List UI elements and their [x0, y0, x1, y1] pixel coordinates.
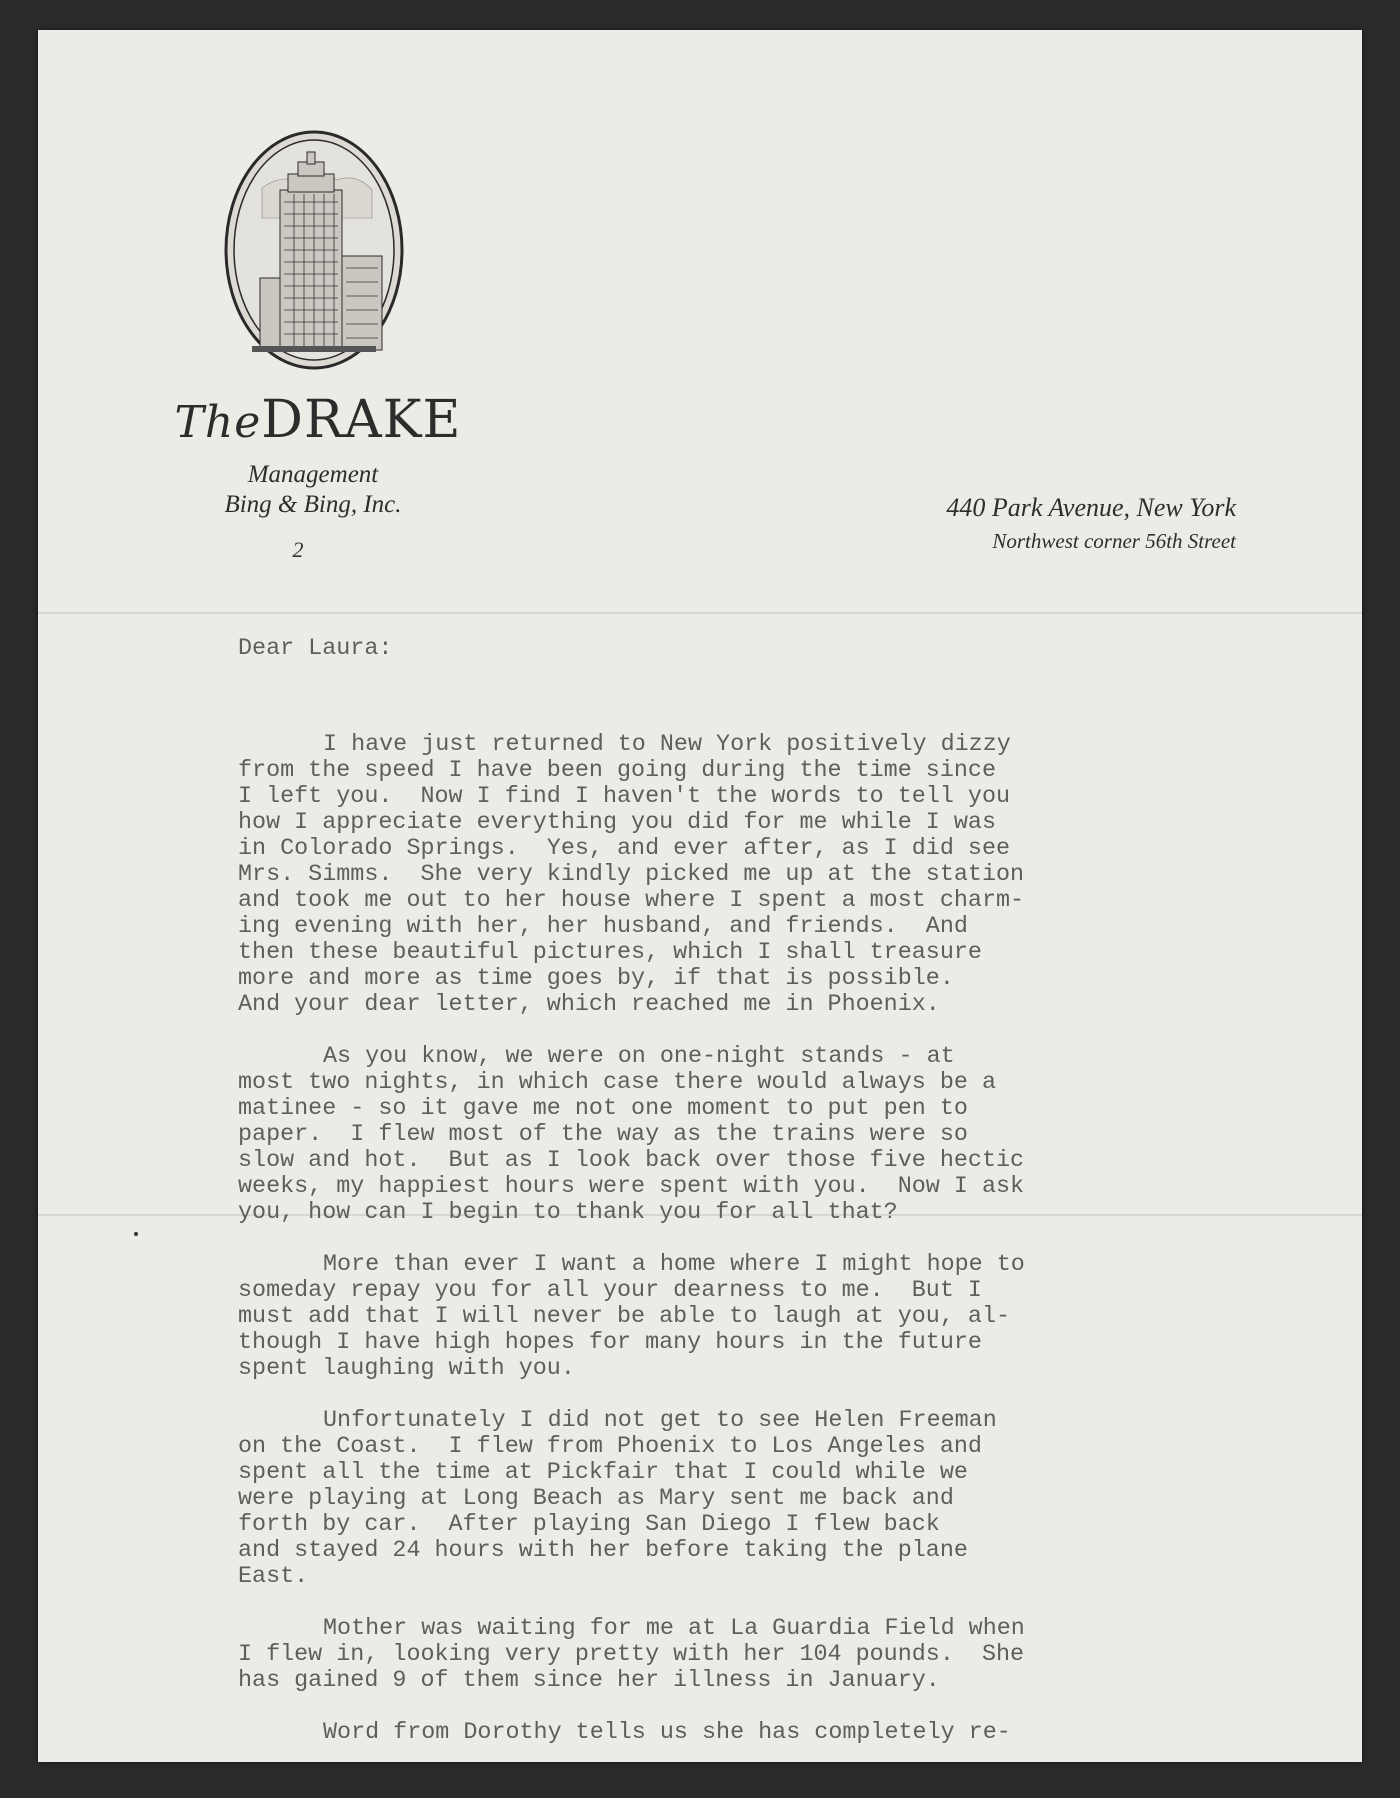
management-label: Management — [247, 461, 379, 488]
letter-line: More than ever I want a home where I might hope to — [323, 1252, 1025, 1278]
letter-line: how I appreciate everything you did for me while I was — [238, 810, 996, 836]
letter-line: weeks, my happiest hours were spent with you. Now I ask — [238, 1174, 1025, 1200]
ink-speck — [134, 1232, 138, 1236]
letter-paragraph — [238, 1252, 1025, 1382]
letter-paragraph — [238, 1408, 1025, 1590]
letter-line: and took me out to her house where I spent a most charm- — [238, 888, 1025, 914]
address-line-2: Northwest corner 56th Street — [992, 529, 1236, 553]
letter-line: I left you. Now I find I haven't the words to tell you — [238, 784, 1011, 810]
letter-greeting: Dear Laura: — [238, 636, 393, 662]
letter-line: Mrs. Simms. She very kindly picked me up at the station — [238, 862, 1025, 888]
letter-line: paper. I flew most of the way as the trains were so — [238, 1122, 968, 1148]
letter-line: on the Coast. I flew from Phoenix to Los Angeles and — [238, 1434, 982, 1460]
hotel-building-engraving-icon — [222, 128, 406, 372]
letter-line: must add that I will never be able to laugh at you, al- — [238, 1304, 1011, 1330]
letter-line: matinee - so it gave me not one moment to put pen to — [238, 1096, 968, 1122]
letter-line: spent laughing with you. — [238, 1356, 575, 1382]
letter-paragraph — [238, 1044, 1025, 1226]
letter-line: forth by car. After playing San Diego I flew back — [238, 1512, 940, 1538]
letter-paragraph — [238, 732, 1025, 1018]
letter-line: from the speed I have been going during the time since — [238, 758, 996, 784]
letter-body — [238, 584, 1025, 1798]
letter-line: As you know, we were on one-night stands - at — [323, 1044, 955, 1070]
letter-line: has gained 9 of them since her illness in January. — [238, 1668, 940, 1694]
letter-paragraphs — [238, 732, 1025, 1746]
letter-line: Unfortunately I did not get to see Helen Freeman — [323, 1408, 997, 1434]
letter-line: Word from Dorothy tells us she has completely re- — [323, 1720, 1011, 1746]
letter-line: were playing at Long Beach as Mary sent me back and — [238, 1486, 954, 1512]
letter-line: though I have high hopes for many hours in the future — [238, 1330, 982, 1356]
letter-line: I have just returned to New York positively dizzy — [323, 732, 1011, 758]
letter-line: someday repay you for all your dearness to me. But I — [238, 1278, 982, 1304]
letter-line: Mother was waiting for me at La Guardia Field when — [323, 1616, 1025, 1642]
letter-line: spent all the time at Pickfair that I could while we — [238, 1460, 968, 1486]
letter-paragraph — [238, 1616, 1025, 1694]
letter-paragraph — [238, 1720, 1025, 1746]
address-line-1: 440 Park Avenue, New York — [946, 493, 1236, 522]
letter-line: you, how can I begin to thank you for all that? — [238, 1200, 898, 1226]
letter-line: more and more as time goes by, if that is possible. — [238, 966, 954, 992]
hotel-address — [946, 493, 1236, 554]
letter-line: East. — [238, 1564, 309, 1590]
letter-line: slow and hot. But as I look back over those five hectic — [238, 1148, 1025, 1174]
page-number: 2 — [292, 537, 304, 562]
letter-line: most two nights, in which case there would always be a — [238, 1070, 996, 1096]
letter-line: And your dear letter, which reached me in Phoenix. — [238, 992, 940, 1018]
management-company: Bing & Bing, Inc. — [224, 491, 402, 518]
hotel-name: TheDRAKE — [174, 390, 462, 450]
letter-line: I flew in, looking very pretty with her 104 pounds. She — [238, 1642, 1025, 1668]
management-block — [168, 460, 458, 520]
letter-line: ing evening with her, her husband, and friends. And — [238, 914, 968, 940]
letter-line: then these beautiful pictures, which I shall treasure — [238, 940, 982, 966]
letter-line: and stayed 24 hours with her before taking the plane — [238, 1538, 968, 1564]
letter-line: in Colorado Springs. Yes, and ever after, as I did see — [238, 836, 1011, 862]
